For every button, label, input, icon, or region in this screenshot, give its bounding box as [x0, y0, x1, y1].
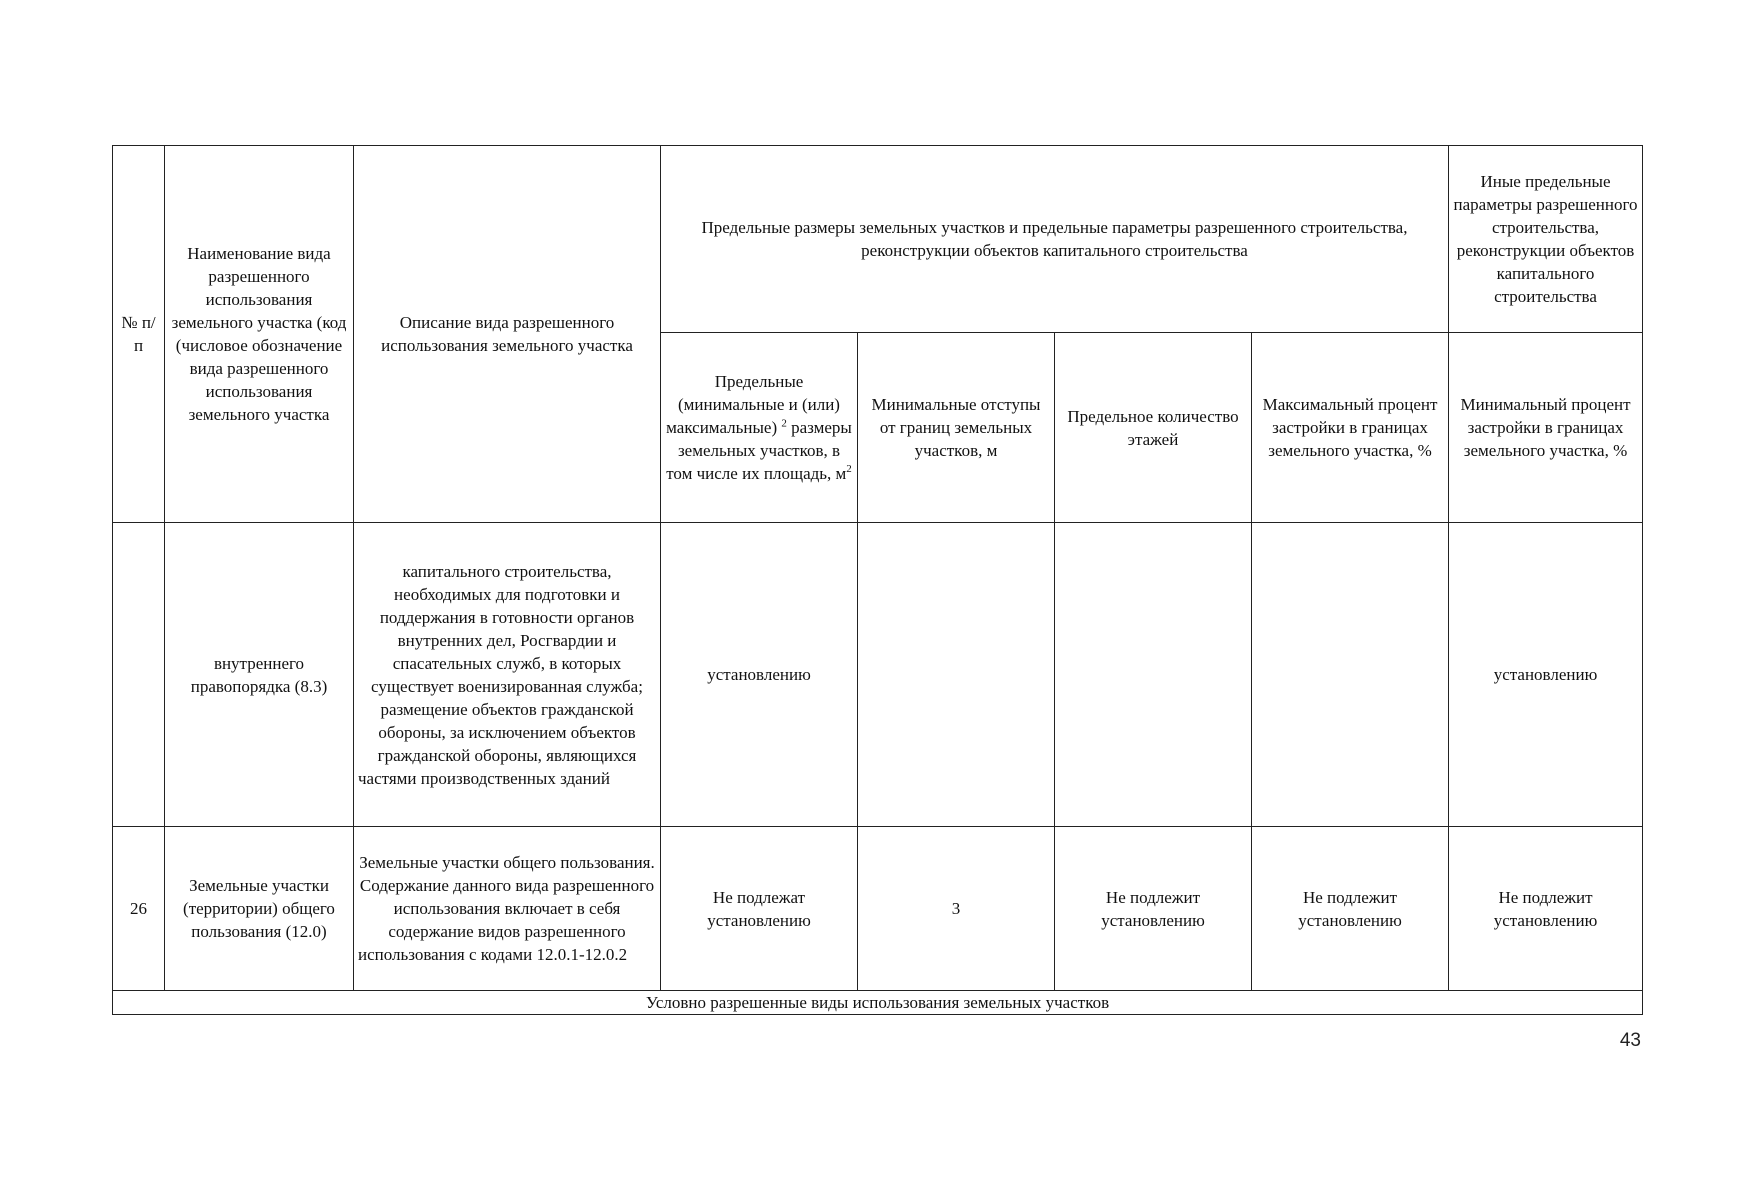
header-name: Наименование вида разрешенного использования земельного участка (код (числовое обозначение вида разрешенного использования земельного участка: [165, 146, 354, 523]
row-name: Земельные участки (территории) общего пользования (12.0): [165, 827, 354, 991]
row-sizes: Не подлежат установлению: [661, 827, 858, 991]
row-min-percent: установлению: [1449, 523, 1643, 827]
row-name: внутреннего правопорядка (8.3): [165, 523, 354, 827]
header-floors: Предельное количество этажей: [1055, 333, 1252, 523]
row-description: Земельные участки общего пользования. Содержание данного вида разрешенного использования включает в себя содержание видов разрешенного использования с кодами 12.0.1-12.0.2: [354, 827, 661, 991]
table-row: [113, 523, 1643, 827]
header-row-1: [113, 146, 1643, 333]
row-num: 26: [113, 827, 165, 991]
header-min-percent: Минимальный процент застройки в границах земельного участка, %: [1449, 333, 1643, 523]
row-num: [113, 523, 165, 827]
row-floors: Не подлежит установлению: [1055, 827, 1252, 991]
header-description: Описание вида разрешенного использования земельного участка: [354, 146, 661, 523]
row-min-percent: Не подлежит установлению: [1449, 827, 1643, 991]
row-setbacks: 3: [858, 827, 1055, 991]
row-max-percent: Не подлежит установлению: [1252, 827, 1449, 991]
header-sizes-unit-sup: 2: [846, 463, 852, 475]
section-title: Условно разрешенные виды использования земельных участков: [113, 991, 1643, 1015]
header-setbacks: Минимальные отступы от границ земельных участков, м: [858, 333, 1055, 523]
header-group-limits: Предельные размеры земельных участков и предельные параметры разрешенного строительства, реконструкции объектов капитального строительства: [661, 146, 1449, 333]
section-row: [113, 991, 1643, 1015]
table-row: [113, 827, 1643, 991]
page-number: 43: [1619, 1030, 1641, 1051]
land-use-table: [112, 145, 1643, 1015]
header-sizes-footnote: 2: [781, 417, 787, 430]
row-max-percent: [1252, 523, 1449, 827]
header-other-params: Иные предельные параметры разрешенного строительства, реконструкции объектов капитального строительства: [1449, 146, 1643, 333]
row-sizes: установлению: [661, 523, 858, 827]
header-sizes: [661, 333, 858, 523]
header-sizes-part2: размеры земельных участков, в том числе их площадь, м: [666, 418, 852, 483]
row-description: капитального строительства, необходимых для подготовки и поддержания в готовности органов внутренних дел, Росгвардии и спасательных служб, в которых существует военизированная служба; размещение объектов гражданской обороны, за исключением объектов гражданской обороны, являющихся частями производственных зданий: [354, 523, 661, 827]
row-setbacks: [858, 523, 1055, 827]
row-floors: [1055, 523, 1252, 827]
header-max-percent: Максимальный процент застройки в границах земельного участка, %: [1252, 333, 1449, 523]
header-sizes-part1: Предельные (минимальные и (или) максимальные): [666, 372, 840, 437]
header-num: № п/п: [113, 146, 165, 523]
